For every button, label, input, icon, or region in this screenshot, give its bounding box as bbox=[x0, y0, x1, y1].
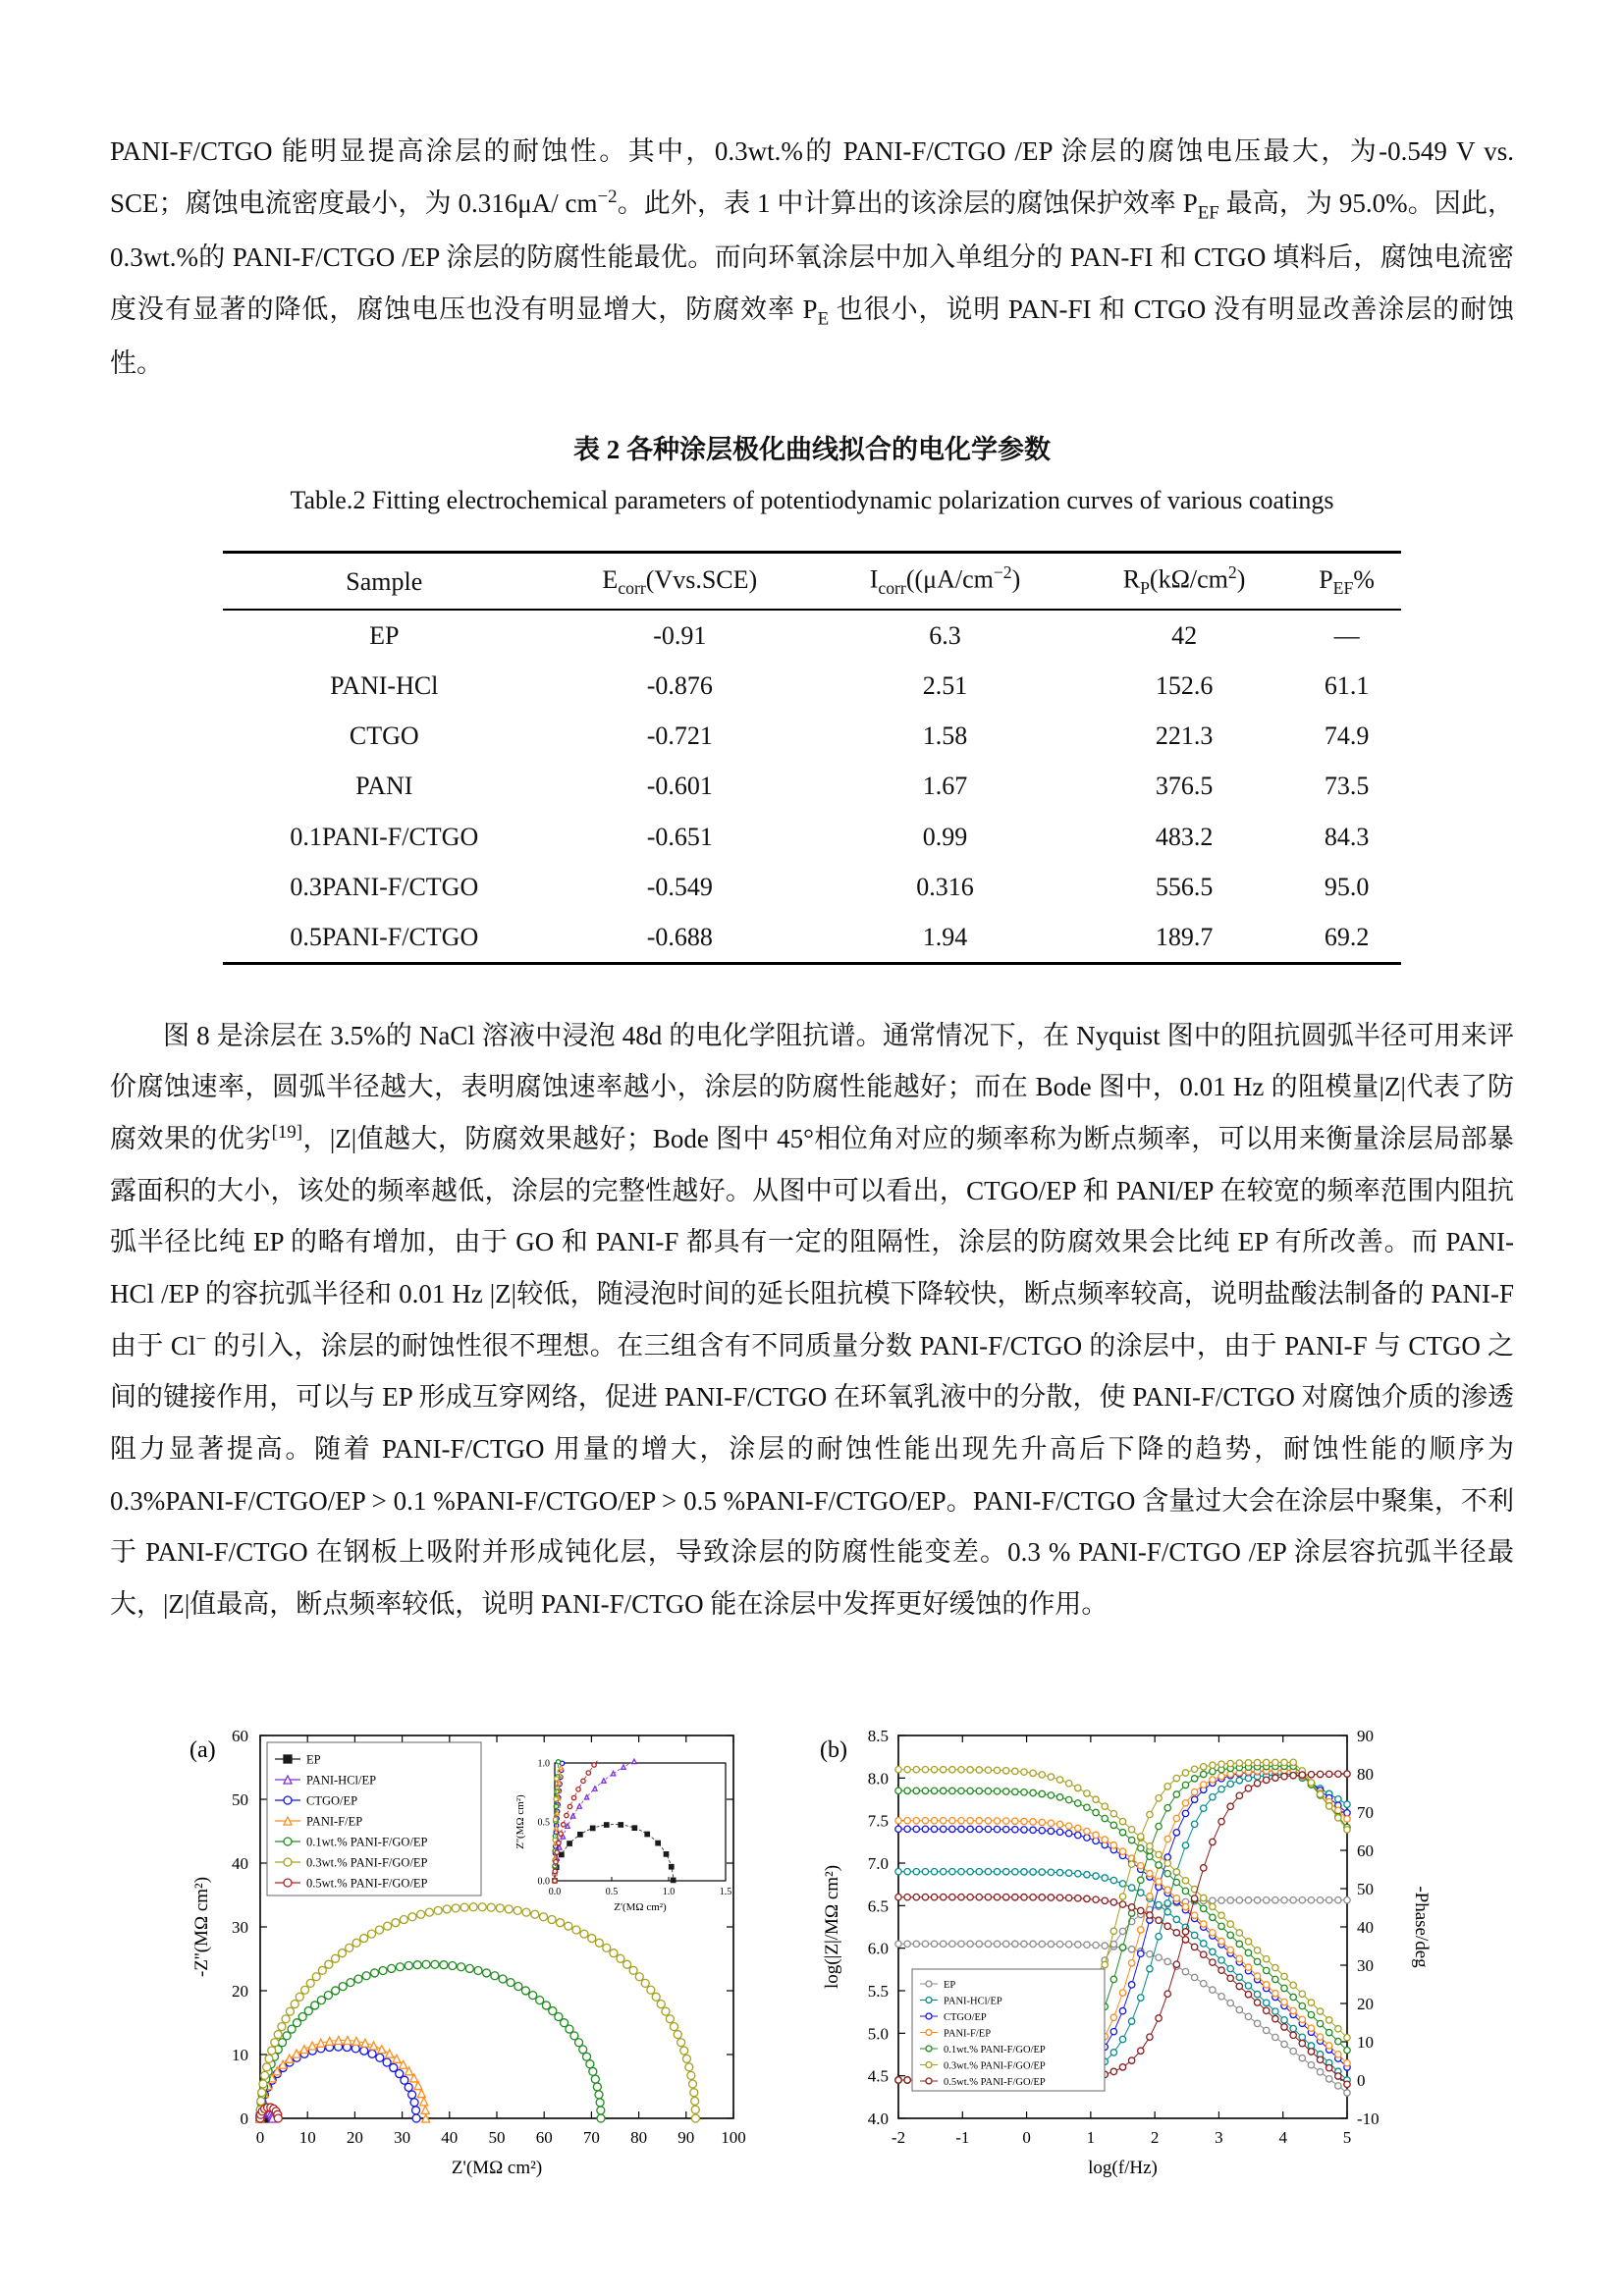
table-cell: 556.5 bbox=[1155, 872, 1214, 901]
svg-text:CTGO/EP: CTGO/EP bbox=[944, 2012, 987, 2024]
nyquist-chart bbox=[184, 1718, 753, 2214]
svg-text:0: 0 bbox=[1022, 2128, 1031, 2148]
table-row bbox=[223, 812, 1401, 862]
table-header-cell: $I_{corr}((\mu A/cm^{-2})$ bbox=[869, 562, 1021, 599]
svg-text:0.0: 0.0 bbox=[537, 1876, 550, 1888]
svg-text:PANI-HCl/EP: PANI-HCl/EP bbox=[306, 1773, 377, 1788]
svg-text:5: 5 bbox=[1342, 2128, 1352, 2148]
figure-a-nyquist bbox=[184, 1718, 753, 2214]
svg-text:40: 40 bbox=[1357, 1918, 1374, 1938]
svg-text:30: 30 bbox=[232, 1918, 248, 1938]
svg-text:20: 20 bbox=[346, 2128, 363, 2148]
table-cell: 0.3PANI-F/CTGO bbox=[290, 872, 479, 901]
table-row bbox=[223, 761, 1401, 811]
svg-text:0.1wt.% PANI-F/GO/EP: 0.1wt.% PANI-F/GO/EP bbox=[944, 2045, 1046, 2056]
table-cell: 61.1 bbox=[1324, 671, 1370, 701]
svg-text:-Phase/deg: -Phase/deg bbox=[1411, 1886, 1432, 1969]
table-header-cell: Sample bbox=[346, 566, 423, 596]
table-cell: 73.5 bbox=[1324, 772, 1370, 801]
table-cell: -0.721 bbox=[646, 721, 713, 751]
svg-text:40: 40 bbox=[441, 2128, 459, 2148]
svg-text:Z'(MΩ cm²): Z'(MΩ cm²) bbox=[451, 2158, 543, 2179]
svg-text:4.0: 4.0 bbox=[867, 2109, 889, 2129]
svg-text:60: 60 bbox=[535, 2128, 553, 2148]
svg-text:6.0: 6.0 bbox=[867, 1940, 889, 1959]
svg-text:PANI-HCl/EP: PANI-HCl/EP bbox=[944, 1996, 1002, 2007]
page-content bbox=[110, 126, 1514, 2214]
svg-text:50: 50 bbox=[488, 2128, 506, 2148]
nyquist-legend bbox=[267, 1742, 481, 1896]
bode-legend bbox=[912, 1969, 1105, 2091]
svg-text:80: 80 bbox=[630, 2128, 648, 2148]
table-cell: -0.549 bbox=[646, 872, 713, 901]
table-cell: 0.99 bbox=[922, 822, 968, 851]
table-cell: -0.651 bbox=[646, 822, 713, 851]
svg-text:10: 10 bbox=[232, 2046, 248, 2065]
table-row bbox=[223, 661, 1401, 711]
table-row bbox=[223, 711, 1401, 761]
table-cell: PANI-HCl bbox=[330, 671, 439, 701]
table-cell: 74.9 bbox=[1324, 721, 1370, 751]
svg-text:EP: EP bbox=[944, 1980, 956, 1992]
svg-text:-10: -10 bbox=[1357, 2109, 1380, 2129]
figure-b-bode bbox=[812, 1718, 1440, 2214]
svg-text:-Z''(MΩ cm²): -Z''(MΩ cm²) bbox=[191, 1877, 212, 1978]
table-cell: 1.94 bbox=[922, 922, 968, 951]
table-cell: -0.91 bbox=[653, 621, 707, 651]
table-cell: 483.2 bbox=[1155, 822, 1214, 851]
figure-8 bbox=[110, 1718, 1514, 2214]
svg-text:50: 50 bbox=[232, 1790, 248, 1810]
bode-chart bbox=[812, 1718, 1440, 2214]
table-cell: 84.3 bbox=[1324, 822, 1370, 851]
svg-text:Z'(MΩ cm²): Z'(MΩ cm²) bbox=[614, 1901, 667, 1914]
paragraph-1: PANI-F/CTGO 能明显提高涂层的耐蚀性。其中，0.3wt.%的 PANI-F/CTGO /EP 涂层的腐蚀电压最大，为-0.549 V vs. SCE；腐蚀电流密度最小，为 0.316μA/ $cm^{-2}$。此外，表 1 中计算出的该涂层的腐蚀保护效率 $P_{EF}$ 最高，为 95.0%。因此，0.3wt.%的 PANI-F/CTGO /EP 涂层的防腐性能最优。而向环氧涂层中加入单组分的 PAN-FI 和 CTGO 填料后，腐蚀电流密度没有显著的降低，腐蚀电压也没有明显增大，防腐效率 $P_E$ 也很小，说明 PAN-FI 和 CTGO 没有明显改善涂层的耐蚀性。 bbox=[110, 136, 1515, 378]
table-cell: -0.688 bbox=[646, 922, 713, 951]
table-caption-zh: 表 2 各种涂层极化曲线拟合的电化学参数 bbox=[573, 435, 1051, 465]
paragraph-2: 图 8 是涂层在 3.5%的 NaCl 溶液中浸泡 48d 的电化学阻抗谱。通常情况下，在 Nyquist 图中的阻抗圆弧半径可用来评价腐蚀速率，圆弧半径越大，表明腐蚀速率越小，涂层的防腐性能越好；而在 Bode 图中，0.01 Hz 的阻模量|Z|代表了防腐效果的优劣[19]，|Z|值越大，防腐效果越好；Bode 图中 45°相位角对应的频率称为断点频率，可以用来衡量涂层局部暴露面积的大小，该处的频率越低，涂层的完整性越好。从图中可以看出，CTGO/EP 和 PANI/EP 在较宽的频率范围内阻抗弧半径比纯 EP 的略有增加，由于 GO 和 PANI-F 都具有一定的阻隔性，涂层的防腐效果会比纯 EP 有所改善。而 PANI-HCl /EP 的容抗弧半径和 0.01 Hz |Z|较低，随浸泡时间的延长阻抗模下降较快，断点频率较高，说明盐酸法制备的 PANI-F 由于 Cl− 的引入，涂层的耐蚀性很不理想。在三组含有不同质量分数 PANI-F/CTGO 的涂层中，由于 PANI-F 与 CTGO 之间的键接作用，可以与 EP 形成互穿网络，促进 PANI-F/CTGO 在环氧乳液中的分散，使 PANI-F/CTGO 对腐蚀介质的渗透阻力显著提高。随着 PANI-F/CTGO 用量的增大，涂层的耐蚀性能出现先升高后下降的趋势，耐蚀性能的顺序为 0.3%PANI-F/CTGO/EP > 0.1 %PANI-F/CTGO/EP > 0.5 %PANI-F/CTGO/EP。PANI-F/CTGO 含量过大会在涂层中聚集，不利于 PANI-F/CTGO 在钢板上吸附并形成钝化层，导致涂层的防腐性能变差。0.3 % PANI-F/CTGO /EP 涂层容抗弧半径最大，|Z|值最高，断点频率较低，说明 PANI-F/CTGO 能在涂层中发挥更好缓蚀的作用。 bbox=[110, 1020, 1514, 1619]
svg-text:80: 80 bbox=[1357, 1765, 1374, 1785]
svg-text:100: 100 bbox=[721, 2128, 746, 2148]
svg-text:4.5: 4.5 bbox=[867, 2067, 889, 2087]
svg-text:60: 60 bbox=[1357, 1842, 1374, 1861]
nyquist-series-ctgo-ep bbox=[256, 2044, 420, 2123]
table-row bbox=[223, 610, 1401, 661]
svg-text:0: 0 bbox=[240, 2109, 248, 2129]
svg-text:PANI-F/EP: PANI-F/EP bbox=[944, 2028, 992, 2040]
table-cell: PANI bbox=[355, 772, 413, 801]
table-cell: 95.0 bbox=[1324, 872, 1370, 901]
nyquist-series-0-3wt-pani-f-go-ep bbox=[256, 1903, 699, 2122]
svg-text:0.3wt.% PANI-F/GO/EP: 0.3wt.% PANI-F/GO/EP bbox=[306, 1855, 428, 1870]
svg-text:0.5: 0.5 bbox=[605, 1887, 619, 1898]
svg-text:0.3wt.% PANI-F/GO/EP: 0.3wt.% PANI-F/GO/EP bbox=[944, 2060, 1046, 2072]
svg-text:0.5wt.% PANI-F/GO/EP: 0.5wt.% PANI-F/GO/EP bbox=[306, 1876, 428, 1891]
table-row bbox=[223, 912, 1401, 964]
nyquist-inset bbox=[514, 1759, 731, 1914]
svg-text:10: 10 bbox=[298, 2128, 316, 2148]
svg-text:5.0: 5.0 bbox=[867, 2024, 889, 2044]
table-header-cell: $R_P(k\Omega/cm^2)$ bbox=[1122, 562, 1246, 599]
svg-text:2: 2 bbox=[1150, 2128, 1160, 2148]
svg-text:0: 0 bbox=[255, 2128, 265, 2148]
svg-text:0.5: 0.5 bbox=[537, 1817, 550, 1829]
table-caption-en: Table.2 Fitting electrochemical parameters of potentiodynamic polarization curves of various coatings bbox=[290, 486, 1334, 515]
svg-text:EP: EP bbox=[306, 1752, 321, 1767]
table-cell: 0.5PANI-F/CTGO bbox=[290, 922, 479, 951]
svg-text:PANI-F/EP: PANI-F/EP bbox=[306, 1814, 363, 1829]
table-cell: 2.51 bbox=[922, 671, 968, 701]
table-header-cell: $E_{corr}(Vvs.SCE)$ bbox=[602, 564, 758, 598]
svg-text:1.5: 1.5 bbox=[719, 1887, 732, 1898]
table-cell: — bbox=[1333, 621, 1360, 651]
svg-text:30: 30 bbox=[394, 2128, 411, 2148]
table-cell: -0.601 bbox=[646, 772, 713, 801]
svg-text:1: 1 bbox=[1086, 2128, 1096, 2148]
svg-text:1.0: 1.0 bbox=[537, 1758, 550, 1770]
svg-text:-2: -2 bbox=[891, 2128, 906, 2148]
svg-text:-1: -1 bbox=[955, 2128, 970, 2148]
table-cell: 0.1PANI-F/CTGO bbox=[290, 822, 479, 851]
svg-text:CTGO/EP: CTGO/EP bbox=[306, 1793, 358, 1808]
svg-text:5.5: 5.5 bbox=[867, 1982, 889, 2002]
svg-text:90: 90 bbox=[677, 2128, 695, 2148]
svg-text:60: 60 bbox=[232, 1727, 248, 1746]
svg-text:Z''(MΩ cm²): Z''(MΩ cm²) bbox=[514, 1794, 526, 1850]
table-cell: 376.5 bbox=[1155, 772, 1214, 801]
table-cell: CTGO bbox=[349, 721, 419, 751]
svg-text:20: 20 bbox=[232, 1982, 248, 2002]
svg-text:7.5: 7.5 bbox=[867, 1812, 889, 1832]
svg-text:50: 50 bbox=[1357, 1880, 1374, 1899]
svg-text:(b): (b) bbox=[820, 1737, 847, 1764]
table-cell: 42 bbox=[1171, 621, 1198, 651]
svg-text:7.0: 7.0 bbox=[867, 1854, 889, 1874]
svg-text:70: 70 bbox=[582, 2128, 600, 2148]
table-cell: 6.3 bbox=[929, 621, 961, 651]
svg-text:8.0: 8.0 bbox=[867, 1769, 889, 1789]
svg-text:3: 3 bbox=[1215, 2128, 1223, 2148]
table-cell: 1.58 bbox=[922, 721, 968, 751]
svg-text:log(f/Hz): log(f/Hz) bbox=[1088, 2158, 1158, 2179]
svg-text:40: 40 bbox=[232, 1854, 248, 1874]
table-header-row bbox=[223, 553, 1401, 610]
table-cell: 69.2 bbox=[1324, 922, 1370, 951]
svg-text:1.0: 1.0 bbox=[662, 1887, 676, 1898]
svg-text:0.5wt.% PANI-F/GO/EP: 0.5wt.% PANI-F/GO/EP bbox=[944, 2077, 1046, 2089]
svg-text:8.5: 8.5 bbox=[867, 1727, 889, 1746]
svg-text:30: 30 bbox=[1357, 1956, 1374, 1976]
table-cell: 221.3 bbox=[1155, 721, 1214, 751]
svg-text:20: 20 bbox=[1357, 1995, 1374, 2014]
table-cell: 0.316 bbox=[916, 872, 974, 901]
svg-text:0: 0 bbox=[1357, 2071, 1366, 2091]
svg-text:(a): (a) bbox=[189, 1737, 216, 1764]
svg-text:0.0: 0.0 bbox=[548, 1887, 562, 1898]
table-header-cell: $P_{EF}\%$ bbox=[1319, 564, 1375, 598]
svg-text:70: 70 bbox=[1357, 1803, 1374, 1823]
svg-text:6.5: 6.5 bbox=[867, 1896, 889, 1916]
table-cell: 189.7 bbox=[1155, 922, 1214, 951]
svg-text:10: 10 bbox=[1357, 2033, 1374, 2053]
table-cell: EP bbox=[369, 621, 400, 651]
table-cell: 152.6 bbox=[1155, 671, 1214, 701]
table-cell: -0.876 bbox=[646, 671, 713, 701]
svg-text:4: 4 bbox=[1278, 2128, 1287, 2148]
table-row bbox=[223, 862, 1401, 912]
svg-text:0.1wt.% PANI-F/GO/EP: 0.1wt.% PANI-F/GO/EP bbox=[306, 1835, 428, 1849]
svg-text:log(|Z|/MΩ cm²): log(|Z|/MΩ cm²) bbox=[822, 1865, 842, 1990]
svg-text:90: 90 bbox=[1357, 1727, 1374, 1746]
results-table bbox=[223, 551, 1401, 964]
table-cell: 1.67 bbox=[922, 772, 968, 801]
